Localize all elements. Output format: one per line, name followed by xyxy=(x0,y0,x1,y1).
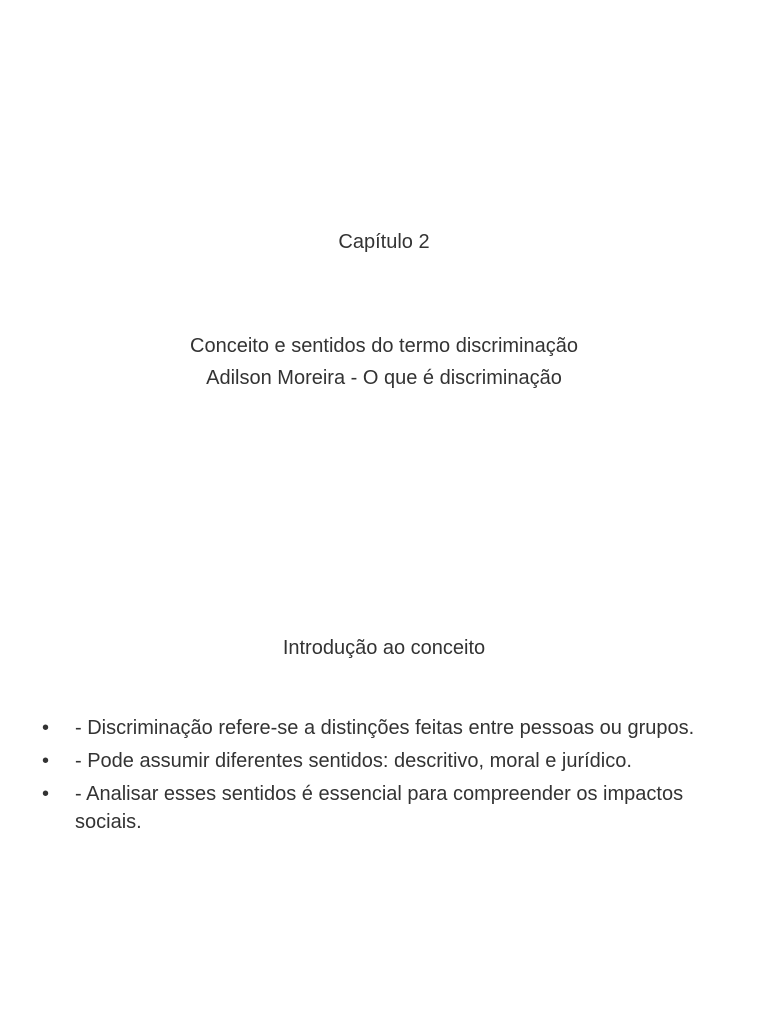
bullet-icon: • xyxy=(42,750,50,772)
section-heading: Introdução ao conceito xyxy=(282,637,486,659)
list-item xyxy=(40,747,730,775)
list-item xyxy=(40,714,730,742)
list-item-text: - Pode assumir diferentes sentidos: descritivo, moral e jurídico. xyxy=(75,750,632,772)
subtitle-line-1: Conceito e sentidos do termo discriminação xyxy=(190,335,578,357)
subtitle-block xyxy=(0,330,768,394)
list-item xyxy=(40,780,730,836)
subtitle-line-2: Adilson Moreira - O que é discriminação xyxy=(206,367,562,389)
list-item-text: - Analisar esses sentidos é essencial para compreender os impactos sociais. xyxy=(75,783,684,833)
bullet-icon: • xyxy=(42,717,50,739)
chapter-title: Capítulo 2 xyxy=(338,231,430,253)
bullet-icon: • xyxy=(42,783,50,805)
bullet-list xyxy=(40,714,730,841)
list-item-text: - Discriminação refere-se a distinções feitas entre pessoas ou grupos. xyxy=(75,717,695,739)
